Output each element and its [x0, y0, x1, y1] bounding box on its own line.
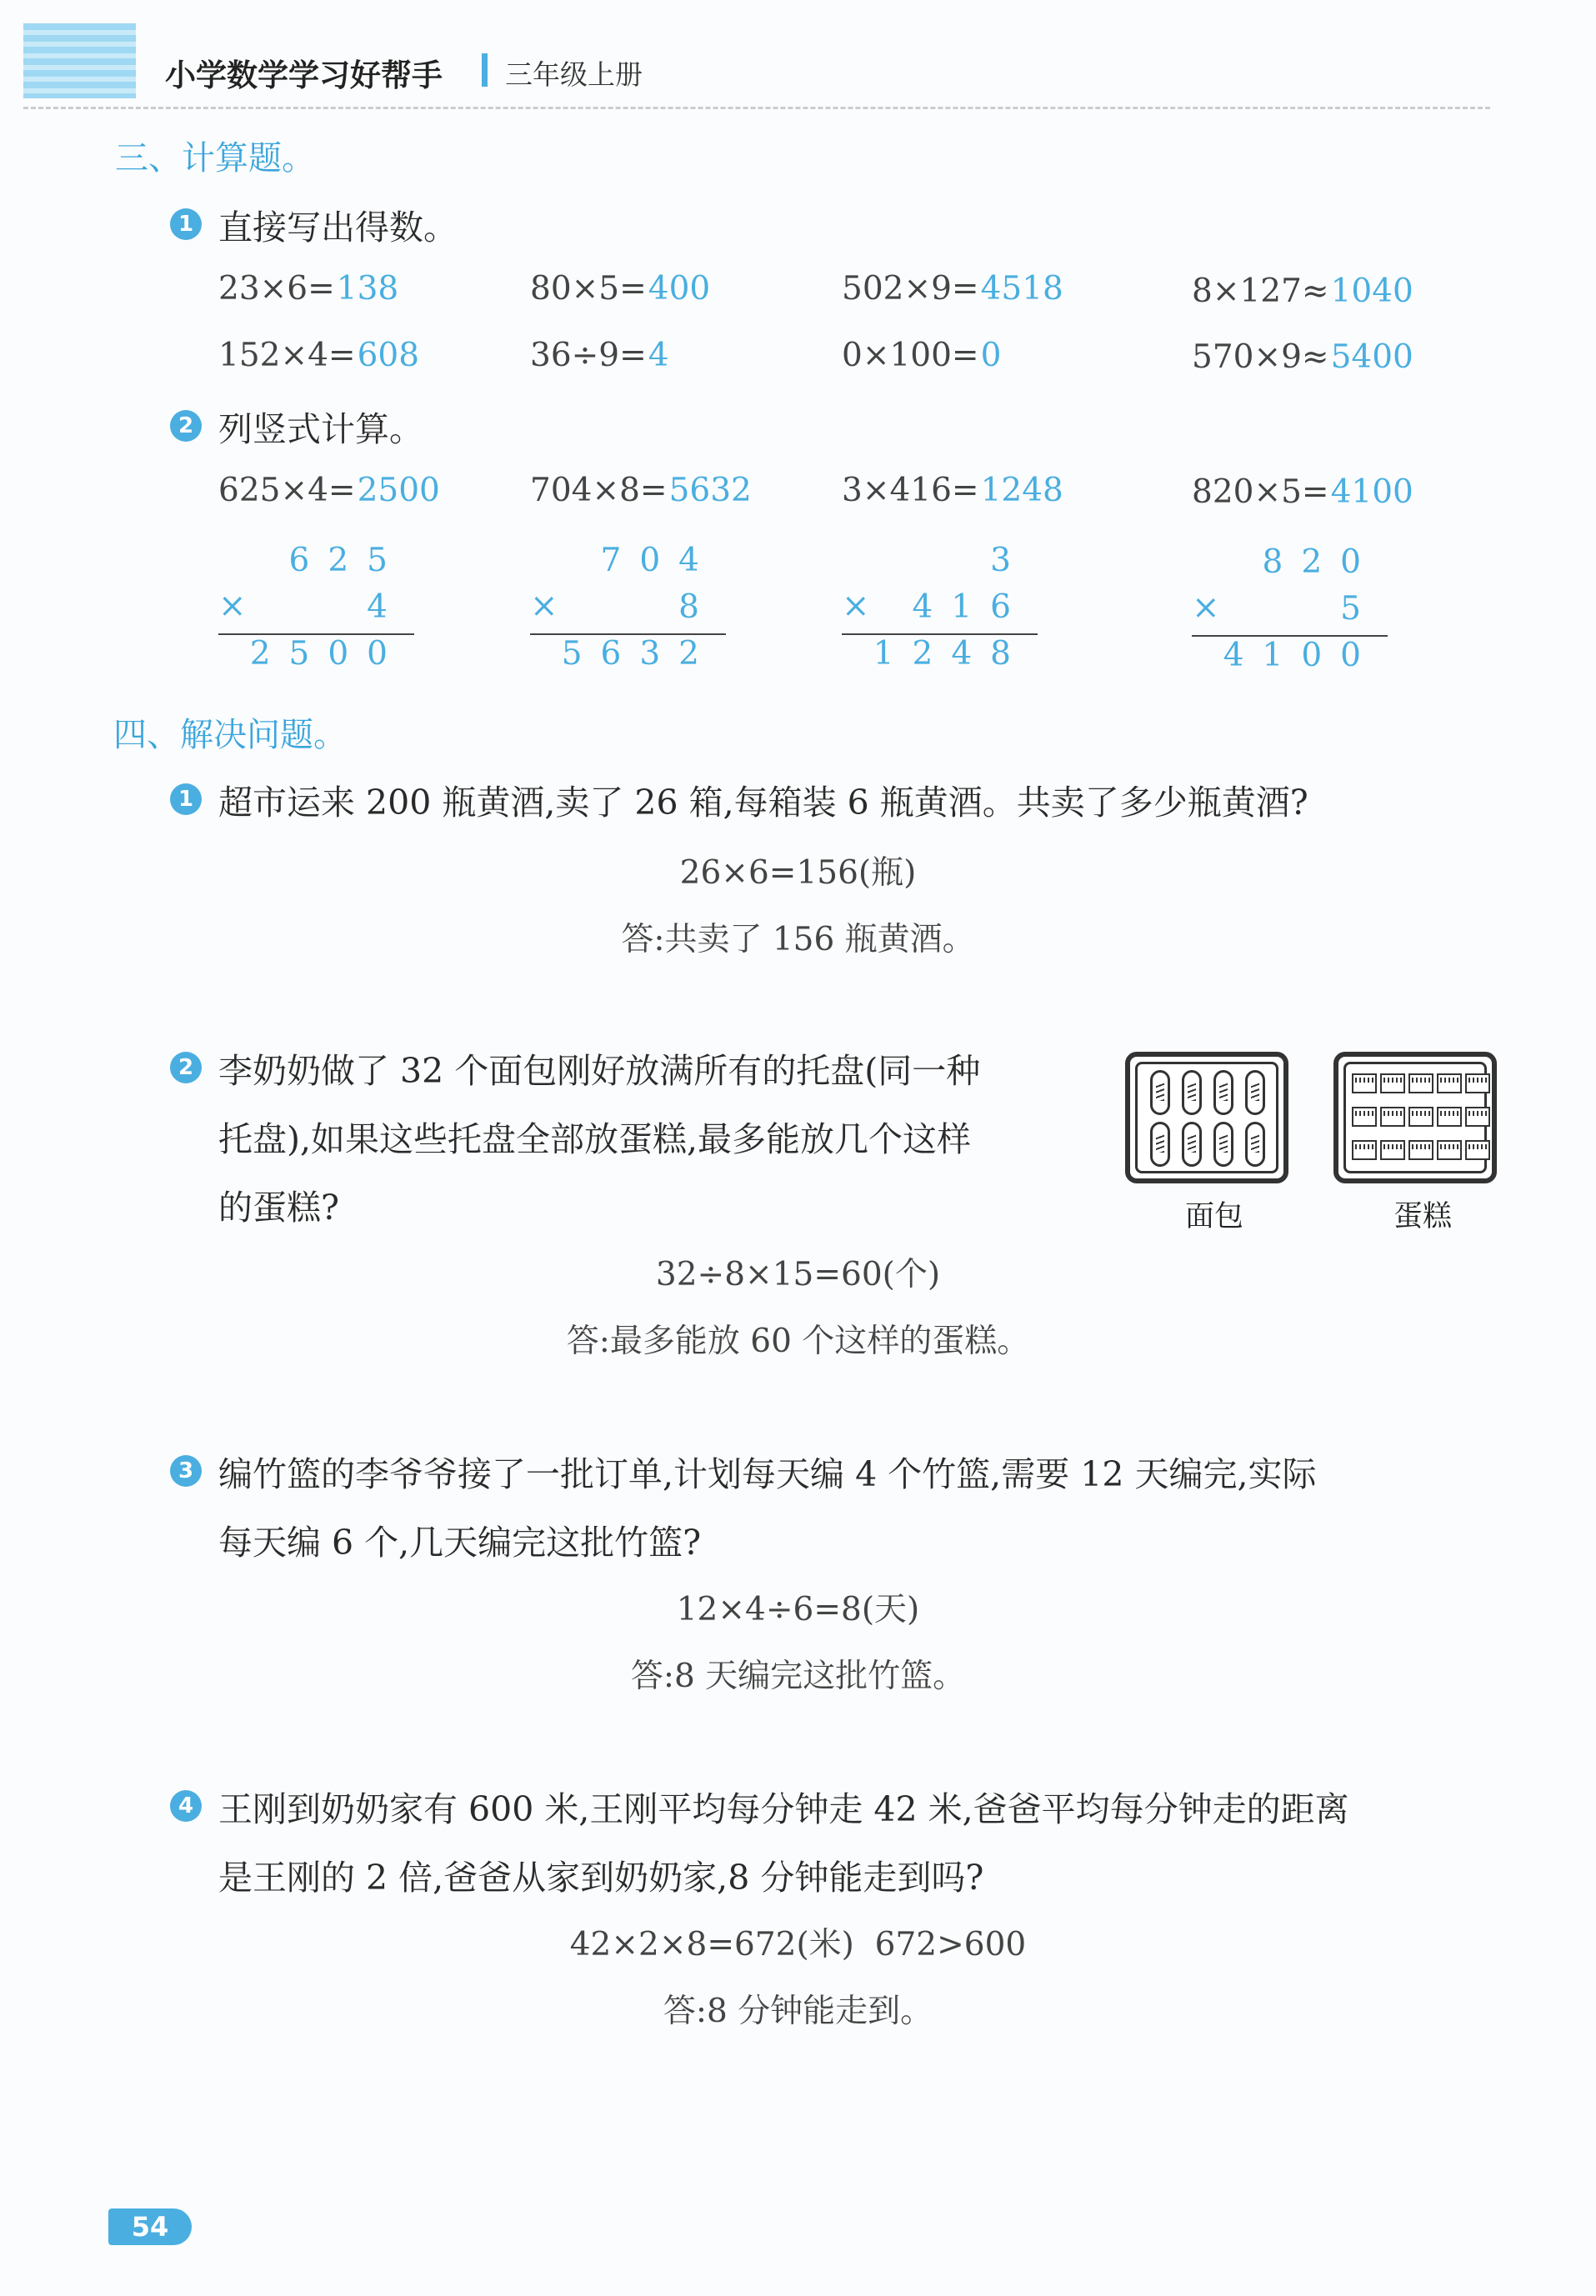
solution-answer: 答:最多能放 60 个这样的蛋糕。 [566, 1323, 1030, 1360]
header-rule [23, 107, 1490, 109]
question-text: 编竹篮的李爷爷接了一批订单,计划每天编 4 个竹篮,需要 12 天编完,实际 [218, 1454, 1317, 1494]
vertical-calculation: 3 × 416 1248 [842, 542, 1038, 675]
question-text: 的蛋糕? [218, 1188, 339, 1228]
page-number: 54 [108, 2208, 192, 2245]
solution-answer: 答:8 天编完这批竹篮。 [630, 1658, 966, 1695]
grade-label: 三年级上册 [505, 58, 643, 91]
solution-work: 12×4÷6=8(天) [676, 1591, 920, 1628]
question-number-badge: 3 [170, 1455, 202, 1487]
book-title: 小学数学学习好帮手 [165, 58, 443, 93]
vertical-calculation: 625 × 4 2500 [218, 542, 414, 675]
equation: 704×8=5632 [530, 472, 752, 509]
vertical-calculation: 820 × 5 4100 [1192, 543, 1388, 677]
solution-work: 42×2×8=672(米) 672>600 [569, 1926, 1027, 1963]
bread-tray-illustration [1125, 1052, 1288, 1183]
equation: 820×5=4100 [1192, 473, 1413, 511]
question-text: 李奶奶做了 32 个面包刚好放满所有的托盘(同一种 [218, 1051, 981, 1091]
equation: 625×4=2500 [218, 472, 440, 509]
equation: 3×416=1248 [842, 472, 1063, 509]
section-3-title: 三、计算题。 [115, 139, 315, 178]
cake-tray-illustration [1333, 1052, 1497, 1183]
vertical-calculation: 704 × 8 5632 [530, 542, 726, 675]
solution-answer: 答:共卖了 156 瓶黄酒。 [621, 921, 975, 958]
question-text: 王刚到奶奶家有 600 米,王刚平均每分钟走 42 米,爸爸平均每分钟走的距离 [218, 1789, 1349, 1829]
question-number-badge: 2 [170, 1052, 202, 1083]
equation: 23×6=138 [218, 270, 399, 308]
header-divider [482, 53, 488, 87]
question-text: 每天编 6 个,几天编完这批竹篮? [218, 1523, 702, 1563]
solution-work: 26×6=156(瓶) [679, 854, 917, 892]
header-decoration [23, 23, 136, 98]
question-number-badge: 4 [170, 1790, 202, 1822]
question-number-badge: 1 [170, 783, 202, 815]
question-number-badge: 1 [170, 208, 202, 240]
cake-label: 蛋糕 [1393, 1200, 1453, 1233]
bread-label: 面包 [1185, 1200, 1244, 1233]
equation: 570×9≈5400 [1192, 338, 1413, 376]
solution-answer: 答:8 分钟能走到。 [663, 1993, 933, 2030]
question-text: 超市运来 200 瓶黄酒,卖了 26 箱,每箱装 6 瓶黄酒。共卖了多少瓶黄酒? [218, 783, 1308, 823]
question-number-badge: 2 [170, 410, 202, 442]
equation: 36÷9=4 [530, 337, 669, 374]
question-text: 托盘),如果这些托盘全部放蛋糕,最多能放几个这样 [218, 1119, 972, 1159]
equation: 80×5=400 [530, 270, 711, 308]
equation: 8×127≈1040 [1192, 273, 1413, 310]
equation: 502×9=4518 [842, 270, 1063, 308]
equation: 152×4=608 [218, 337, 420, 374]
question-text: 直接写出得数。 [218, 208, 458, 248]
equation: 0×100=0 [842, 337, 1002, 374]
solution-work: 32÷8×15=60(个) [655, 1256, 941, 1293]
section-4-title: 四、解决问题。 [113, 716, 347, 754]
question-text: 列竖式计算。 [218, 409, 423, 449]
question-text: 是王刚的 2 倍,爸爸从家到奶奶家,8 分钟能走到吗? [218, 1858, 984, 1898]
